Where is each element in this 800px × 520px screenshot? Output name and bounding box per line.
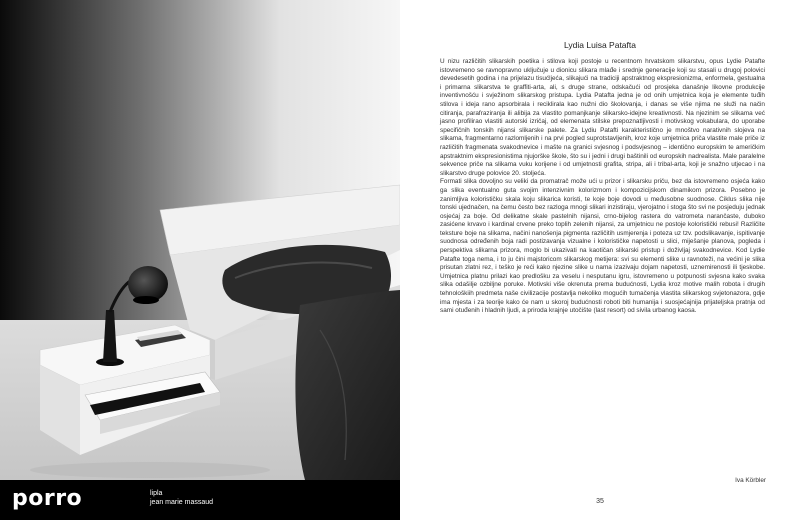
caption-designer: jean marie massaud [150, 499, 214, 506]
article-paragraph: U nizu različitih slikarskih poetika i stilova koji postoje u recentnom hrvatskom slikarstvu, opus Lydie Patafte istovremeno se ravnopravno uključuje u dionicu slikara mlađe i srednje generacije koji su stasali u drugoj polovici devedesetih godina i na prijelazu tisućljeća, slikajući na tradiciji apstraktnog ekspresionizma, enformela, gestualna i primarna slikarstva te graffiti-arta, ali, s druge strane, odskačući od prosjeka današnje likovne produkcije inventivnošću i svježinom slikarskog pristupa. Lydia Patafta jedna je od onih umjetnica koja je elemente tuđih stilova i ideja rano apsorbirala i reciklirala kao nužni dio školovanja, i danas se više njima ne služi na način citiranja, parafraziranja ili alibija za vlastito pomanjkanje slikarsko-idejne kreativnosti. Na njezinim se slikama već jasno profilirao vlastiti autorski izričaj, od elemenata stilske prepoznatljivosti i motivskog vokabulara, do uporabe specifičnih tonskih nijansi slikarske palete. Za Lydiu Patafti karakteristično je mnoštvo narativnih slojeva na slikama, fragmentarno razlomljenih i na prvi pogled suprotstavljenih, kroz koje umjetnica priča vlastite male priče iz različitih fragmenata svakodnevice i mašte na granici svjesnog i podsvjesnog – identično europskim te američkim apstraktnim ekspresionistima njujorške škole, što su i jedni i drugi baštinili od europskih nadrealista. Male paralelne sekvence priče na slikama vuku korijene i od umjetnosti grafita, stripa, ali i tribal-arta, koji je snažno utjecao i na slikarstvo druge polovice 20. stoljeća. [440, 58, 765, 177]
article-paragraph: Formati slika dovoljno su veliki da promatrač može ući u prizor i slikarsku priču, bez da istovremeno osjeća kako ga slika eventualno guta svojim intenzivnim kolorizmom i kompozicijskom dinamikom prizora. Posebno je zanimljiva kolorističku skala koju slikarica koristi, te koje boje dovodi u međusobne suodnose. Ciklus slika nije tonski ujednačen, na čemu često bez razloga mnogi slikari inzistiraju, vjerojatno i stoga što svi ne posjeduju jednak osjećaj za boje. Od delikatne skale pastelnih nijansi, crno-bijelog rastera do vatrometa narančaste, duboko zasićene krvavo i kardinal crvene preko toplih zelenih nijansi, za umjetnicu ne postoje koloristički rebusi! Različite teksture boje na slikama, načini nanošenja pigmenta različitih usmjerenja i poteza uz tzv. podslikavanje, ispitivanje suodnosa određenih boja radi postizavanja vizualne i kolorističke napetosti u slici, miješanje planova, pogleda i perspektiva slikarna prizora, moglo bi ukazivati na kaotičan slikarski pristup i doživljaj svakodnevice. Kod Lydie Patafte toga nema, i to ju čini majstoricom slikarskog metijera: svi su elementi slike u ravnoteži, na većini je slika prisutan zlatni rez, i teško je reći kako njezine slike u nama izazivaju dojam napetosti, uznemirenosti ili tjeskobe. Umjetnica platnu prilazi kao predlošku za veselu i nesputanu igru, istovremeno u potpunosti svjesna kako svaka slika odašilje ozbiljne poruke. Motivski više okrenuta prema budućnosti, Lydia kroz motive malih robota i drugih tehnološkiih predmeta naše civilizacije postavlja nekoliko mogućih tumačenja vlastita slikarskog svjetonazora, gdje ima mjesta i za teorije kako će nam u skoroj budućnosti roboti biti humanija i suosjećajnija prijateljska pratnja od sami otuđenih i hladnih ljudi, a priroda krajnje utočište (last resort) od sivila urbanog kaosa. [440, 178, 765, 315]
brand-footer [0, 480, 400, 520]
photo-caption [150, 489, 213, 507]
page-number: 35 [596, 498, 604, 505]
article-author: Iva Körbler [735, 477, 766, 484]
article-title: Lydia Luisa Patafta [564, 40, 636, 50]
caption-product: lipla [150, 490, 163, 497]
right-page [400, 0, 800, 520]
bedroom-photo [0, 0, 400, 480]
article-body [440, 58, 765, 316]
brand-logo: porro [12, 486, 83, 511]
